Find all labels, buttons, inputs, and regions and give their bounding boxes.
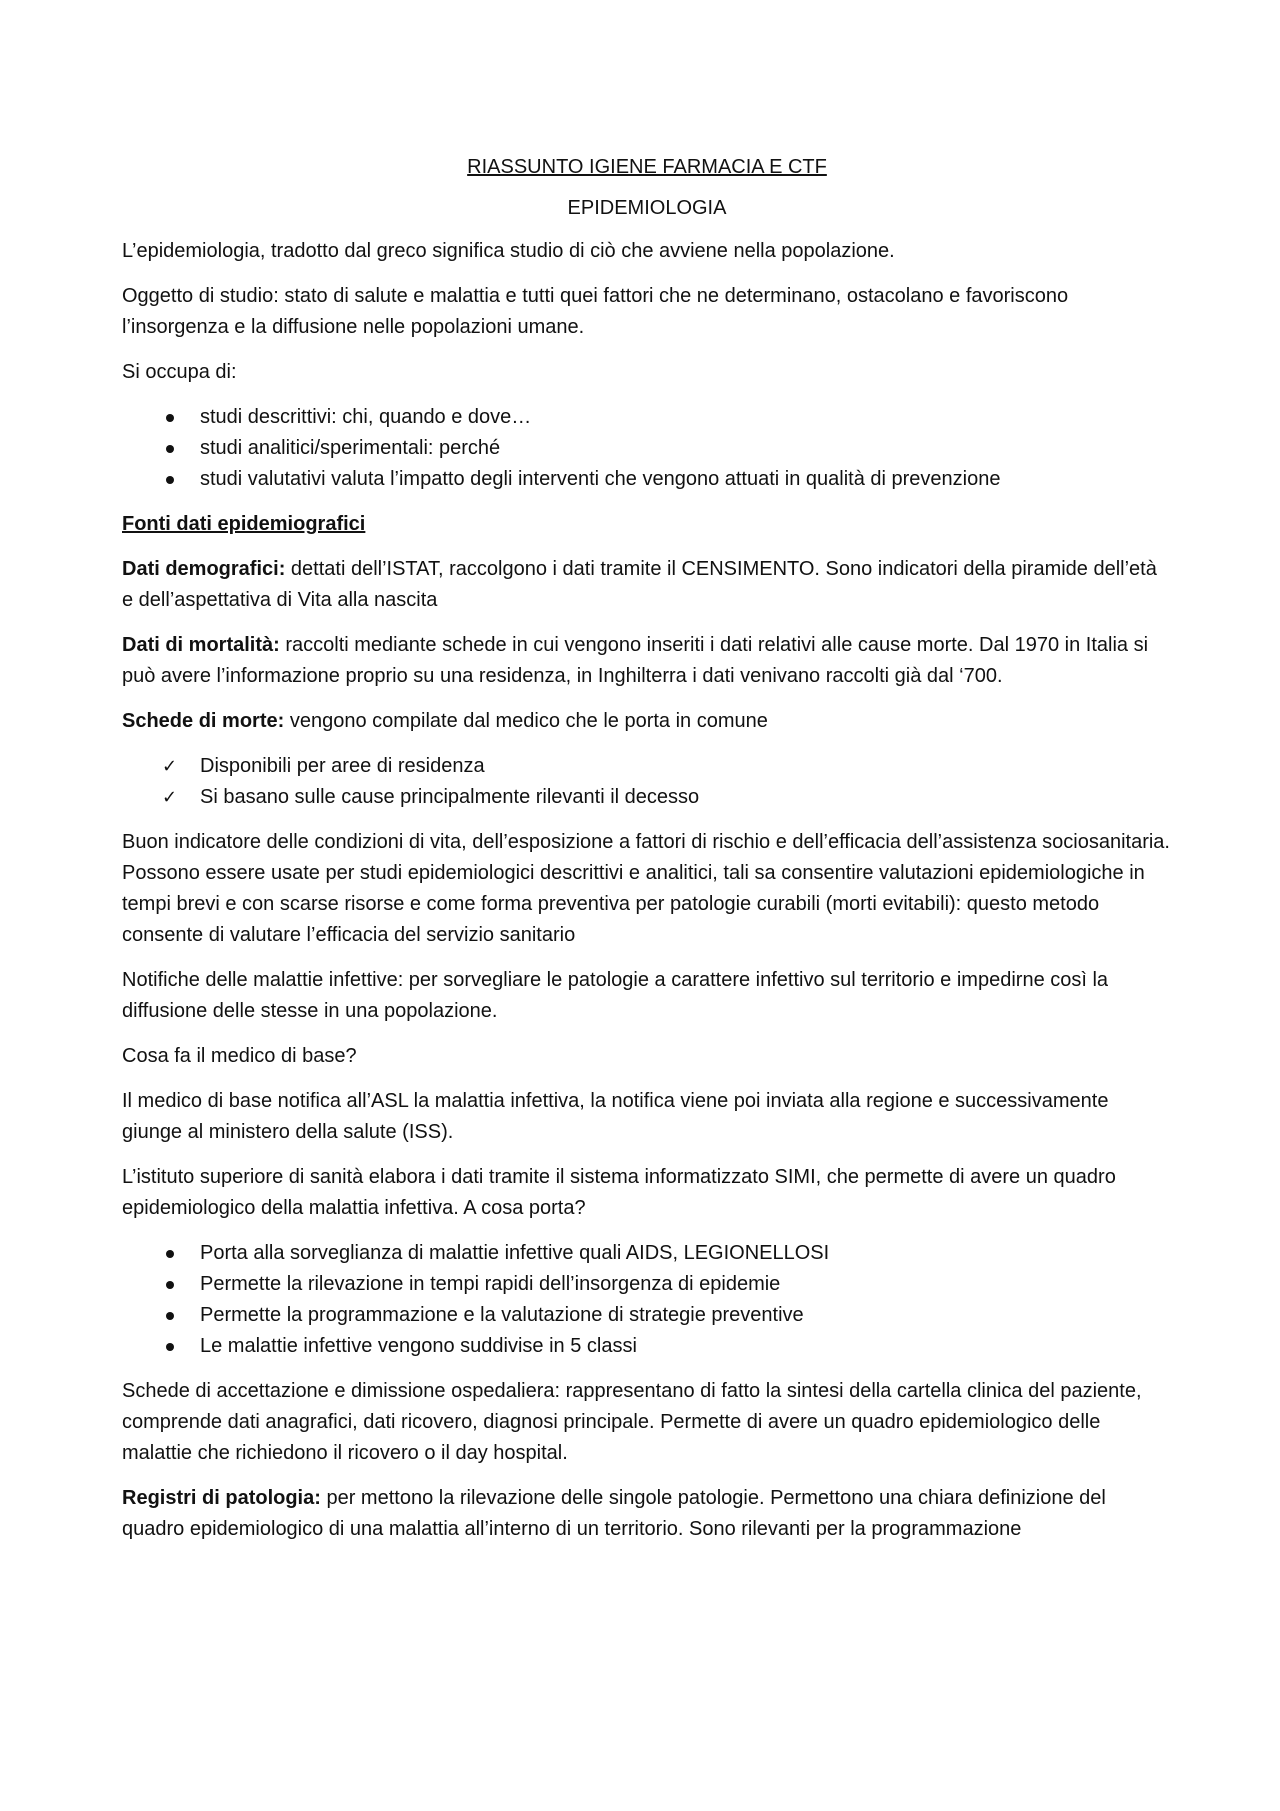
section-title: EPIDEMIOLOGIA — [567, 197, 727, 219]
checkmark-icon: ✓ — [162, 756, 178, 777]
cosa-fa-paragraph: Cosa fa il medico di base? — [122, 1045, 357, 1067]
registri-paragraph — [122, 1483, 1172, 1545]
schede-morte-label: Schede di morte: — [122, 710, 285, 732]
schede-accettazione-paragraph: Schede di accettazione e dimissione ospedaliera: rappresentano di fatto la sintesi della cartella clinica del paziente, comprende dati anagrafici, dati ricovero, diagnosi principale. Permette di avere un quadro epidemiologico delle malattie che richiedono il ricovero o il day hospital. — [122, 1380, 1142, 1464]
list-item: studi valutativi valuta l’impatto degli interventi che vengono attuati in qualità di prevenzione — [122, 464, 1172, 495]
dati-demografici-paragraph — [122, 554, 1172, 616]
list-item: studi analitici/sperimentali: perché — [122, 433, 1172, 464]
istituto-paragraph: L’istituto superiore di sanità elabora i dati tramite il sistema informatizzato SIMI, che permette di avere un quadro epidemiologico della malattia infettiva. A cosa porta? — [122, 1166, 1116, 1219]
check-list — [122, 751, 1172, 813]
dati-demografici-label: Dati demografici: — [122, 558, 286, 580]
dati-mortalita-label: Dati di mortalità: — [122, 634, 280, 656]
list-item: Permette la programmazione e la valutazione di strategie preventive — [122, 1300, 1172, 1331]
buon-indicatore-paragraph: Buon indicatore delle condizioni di vita, dell’esposizione a fattori di rischio e dell’efficacia dell’assistenza sociosanitaria. Possono essere usate per studi epidemiologici descrittivi e analitici, tali sa consentire valutazioni epidemiologiche in tempi brevi e con scarse risorse e come forma preventiva per patologie curabili (morti evitabili): questo metodo consente di valutare l’efficacia del servizio sanitario — [122, 831, 1170, 946]
list-item-text: Disponibili per aree di residenza — [200, 755, 485, 777]
dati-mortalita-paragraph — [122, 630, 1172, 692]
si-occupa-paragraph: Si occupa di: — [122, 361, 237, 383]
schede-morte-text: vengono compilate dal medico che le porta in comune — [284, 710, 768, 732]
list-item — [122, 782, 1172, 813]
checkmark-icon: ✓ — [162, 787, 178, 808]
list-item — [122, 751, 1172, 782]
list-item: studi descrittivi: chi, quando e dove… — [122, 402, 1172, 433]
document-page — [122, 152, 1172, 1559]
dati-demografici-text: dettati dell’ISTAT, raccolgono i dati tramite il CENSIMENTO. Sono indicatori della piramide dell’età e dell’aspettativa di Vita alla nascita — [122, 558, 1157, 611]
list-item-text: Si basano sulle cause principalmente rilevanti il decesso — [200, 786, 700, 808]
dati-mortalita-text: raccolti mediante schede in cui vengono inseriti i dati relativi alle cause morte. Dal 1970 in Italia si può avere l’informazione proprio su una residenza, in Inghilterra i dati venivano raccolti già dal ‘700. — [122, 634, 1149, 687]
document-title: RIASSUNTO IGIENE FARMACIA E CTF — [467, 156, 827, 178]
porta-list — [122, 1238, 1172, 1362]
notifiche-paragraph: Notifiche delle malattie infettive: per sorvegliare le patologie a carattere infettivo sul territorio e impedirne così la diffusione delle stesse in una popolazione. — [122, 969, 1109, 1022]
intro-paragraph: L’epidemiologia, tradotto dal greco significa studio di ciò che avviene nella popolazione. — [122, 240, 895, 262]
list-item: Porta alla sorveglianza di malattie infettive quali AIDS, LEGIONELLOSI — [122, 1238, 1172, 1269]
schede-morte-paragraph — [122, 706, 1172, 737]
registri-label: Registri di patologia: — [122, 1487, 321, 1509]
medico-base-paragraph: Il medico di base notifica all’ASL la malattia infettiva, la notifica viene poi inviata alla regione e successivamente giunge al ministero della salute (ISS). — [122, 1090, 1109, 1143]
list-item: Le malattie infettive vengono suddivise in 5 classi — [122, 1331, 1172, 1362]
registri-text: per mettono la rilevazione delle singole patologie. Permettono una chiara definizione del quadro epidemiologico di una malattia all’interno di un territorio. Sono rilevanti per la programmazione — [122, 1487, 1106, 1540]
list-item: Permette la rilevazione in tempi rapidi dell’insorgenza di epidemie — [122, 1269, 1172, 1300]
oggetto-paragraph: Oggetto di studio: stato di salute e malattia e tutti quei fattori che ne determinano, ostacolano e favoriscono l’insorgenza e la diffusione nelle popolazioni umane. — [122, 285, 1069, 338]
occupa-list — [122, 402, 1172, 495]
fonti-heading: Fonti dati epidemiografici — [122, 513, 366, 535]
